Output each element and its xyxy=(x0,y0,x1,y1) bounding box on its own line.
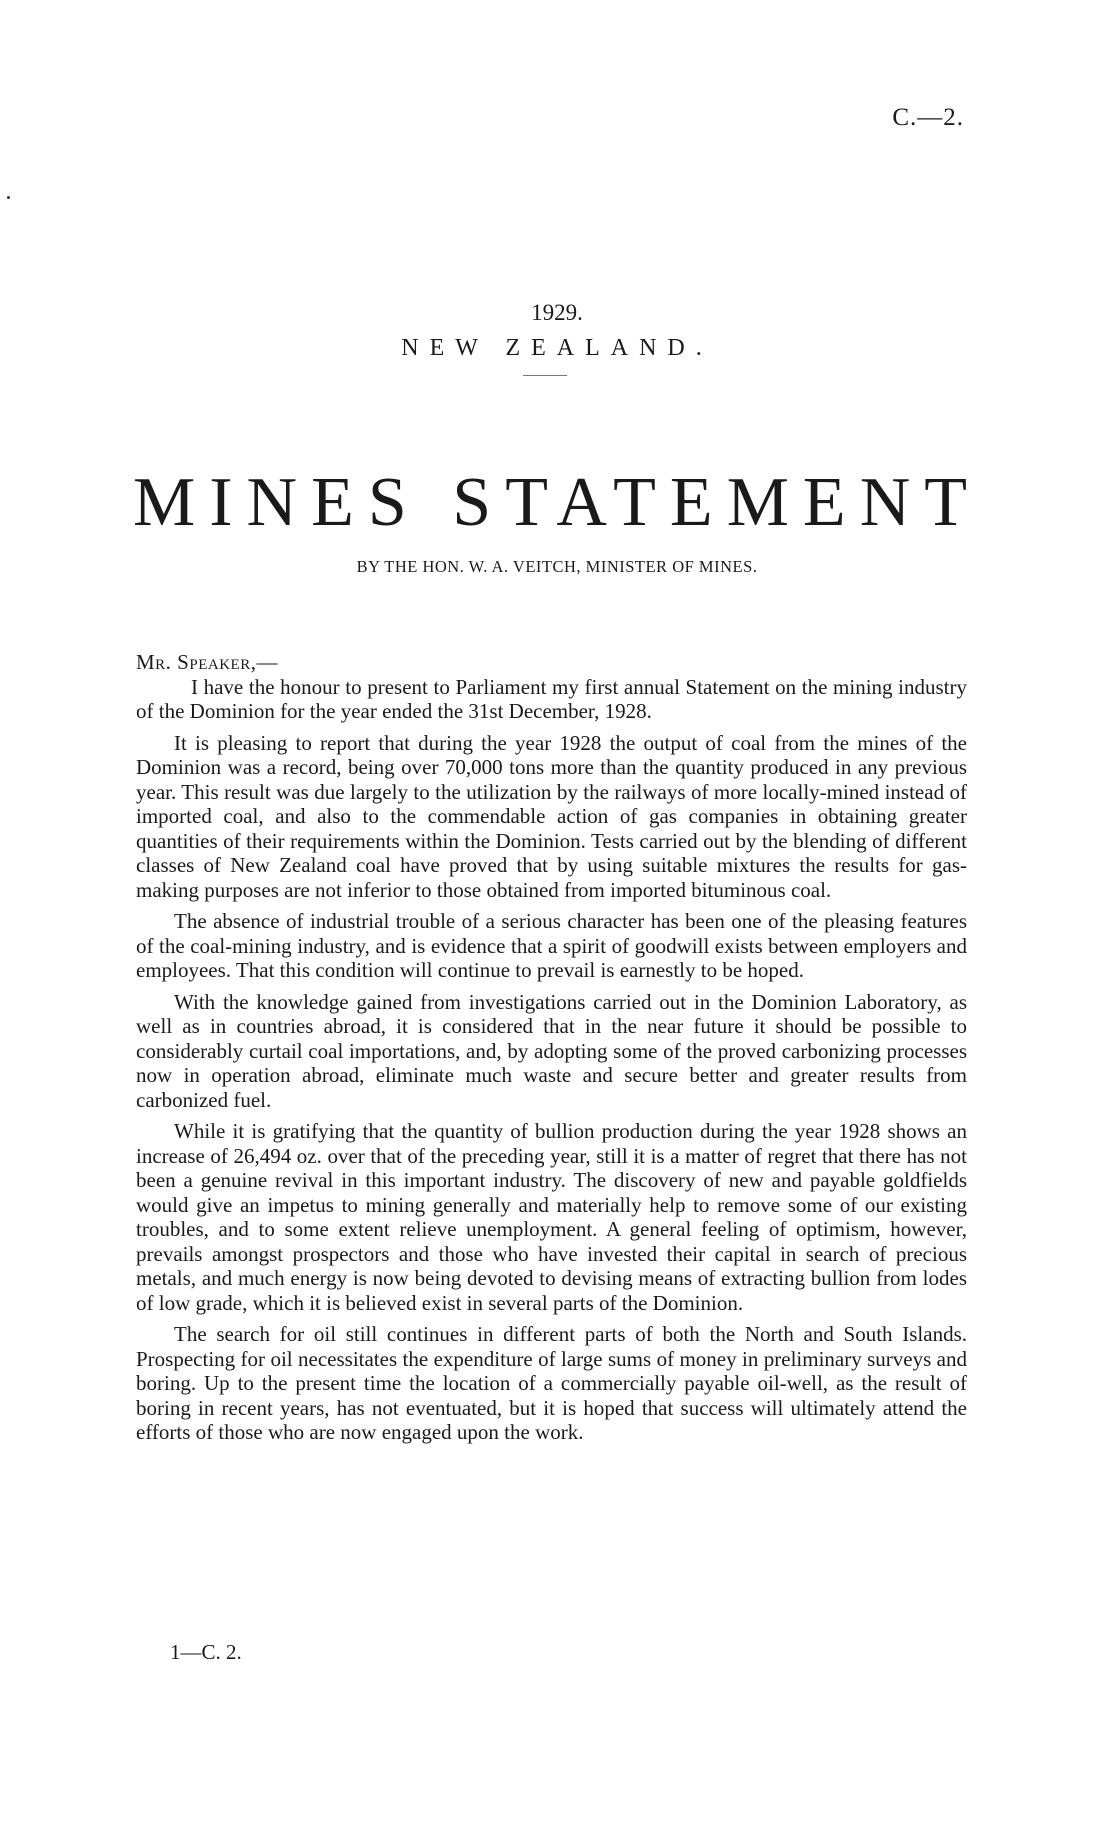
byline: BY THE HON. W. A. VEITCH, MINISTER OF MINES. xyxy=(356,557,758,576)
page-reference: C.—2. xyxy=(892,104,964,131)
sheet-reference: 1—C. 2. xyxy=(170,1640,242,1664)
paragraph-bullion: While it is gratifying that the quantity of bullion production during the year 1928 shows an increase of 26,494 oz. over that of the preceding year, still it is a matter of regret that there has not been a genuine revival in this important industry. The discovery of new and payable goldfields would give an impetus to mining generally and materially help to remove some of our existing troubles, and to some extent relieve unemployment. A general feeling of optimism, however, prevails amongst prospectors and those who have invested their capital in search of precious metals, and much energy is now being devoted to devising means of extracting bullion from lodes of low grade, which it is believed exist in several parts of the Dominion. xyxy=(136,1119,967,1315)
paragraph-industrial-relations: The absence of industrial trouble of a serious character has been one of the pleasing features of the coal-mining industry, and is evidence that a spirit of goodwill exists between employers and employees. That this condition will continue to prevail is earnestly to be hoped. xyxy=(136,909,967,982)
statement-body xyxy=(136,650,967,1452)
paragraph-intro: I have the honour to present to Parliament my first annual Statement on the mining industry of the Dominion for the year ended the 31st December, 1928. xyxy=(136,674,967,723)
print-speck xyxy=(7,196,10,199)
country-heading: NEW ZEALAND. xyxy=(401,335,713,361)
paragraph-coal-output: It is pleasing to report that during the year 1928 the output of coal from the mines of the Dominion was a record, being over 70,000 tons more than the quantity produced in any previous year. This result was due largely to the utilization by the railways of more locally-mined instead of imported coal, and also to the commendable action of gas companies in obtaining greater quantities of their requirements within the Dominion. Tests carried out by the blending of different classes of New Zealand coal have proved that by using suitable mixtures the results for gas-making purposes are not inferior to those obtained from imported bituminous coal. xyxy=(136,730,967,902)
paragraph-oil-search: The search for oil still continues in different parts of both the North and South Islands. Prospecting for oil necessitates the expenditure of large sums of money in preliminary surveys and boring. Up to the present time the location of a commercially payable oil-well, as the result of boring in recent years, has not eventuated, but it is hoped that success will ultimately attend the efforts of those who are now engaged upon the work. xyxy=(136,1322,967,1444)
document-title: MINES STATEMENT xyxy=(133,464,981,541)
heading-divider xyxy=(523,375,567,376)
salutation: Mr. Speaker,— xyxy=(136,650,278,674)
document-year: 1929. xyxy=(531,300,583,325)
paragraph-carbonization: With the knowledge gained from investigations carried out in the Dominion Laboratory, as well as in countries abroad, it is considered that in the near future it should be possible to considerably curtail coal importations, and, by adopting some of the proved carbonizing processes now in operation abroad, eliminate much waste and secure better and greater results from carbonized fuel. xyxy=(136,989,967,1112)
